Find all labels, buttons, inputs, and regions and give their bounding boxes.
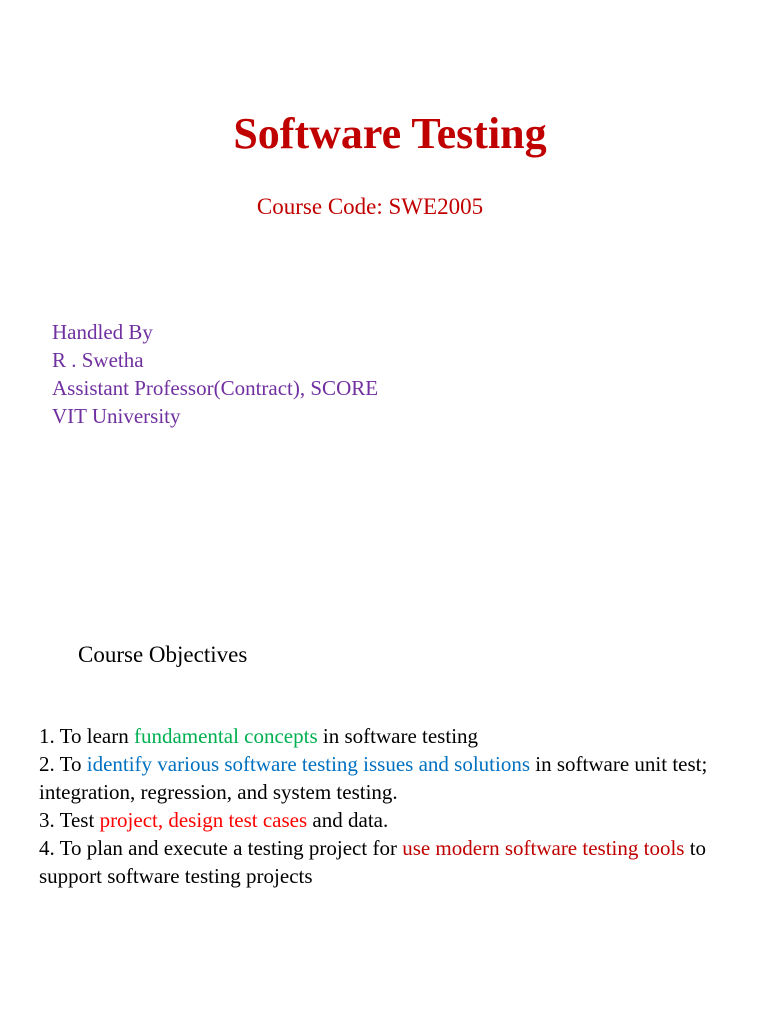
objective-highlight: project, design test cases (99, 808, 308, 832)
page-title: Software Testing (233, 109, 547, 158)
objective-item (39, 722, 729, 750)
objectives-heading: Course Objectives (78, 642, 248, 667)
objectives-list (39, 722, 729, 890)
objective-text: 2. To (39, 752, 87, 776)
objective-text: in software testing (317, 724, 479, 748)
course-code: Course Code: SWE2005 (256, 194, 484, 219)
instructor-name: R . Swetha (52, 348, 144, 372)
objective-text: in software unit test; integration, regression, and system testing. (39, 752, 708, 804)
handled-by-block (52, 318, 378, 430)
objective-item (39, 806, 729, 834)
objective-text: 3. Test (39, 808, 100, 832)
objective-text: to support software testing projects (39, 836, 707, 888)
objective-highlight: use modern software testing tools (402, 836, 685, 860)
instructor-title: Assistant Professor(Contract), SCORE (52, 376, 379, 400)
objective-text: and data. (307, 808, 389, 832)
objective-text: 4. To plan and execute a testing project for (39, 836, 403, 860)
objective-text: 1. To learn (39, 724, 134, 748)
handled-by-label: Handled By (52, 320, 153, 344)
objective-highlight: identify various software testing issues and solutions (86, 752, 531, 776)
objective-highlight: fundamental concepts (133, 724, 318, 748)
objective-item (39, 750, 729, 806)
objective-item (39, 834, 729, 890)
institution: VIT University (52, 404, 181, 428)
